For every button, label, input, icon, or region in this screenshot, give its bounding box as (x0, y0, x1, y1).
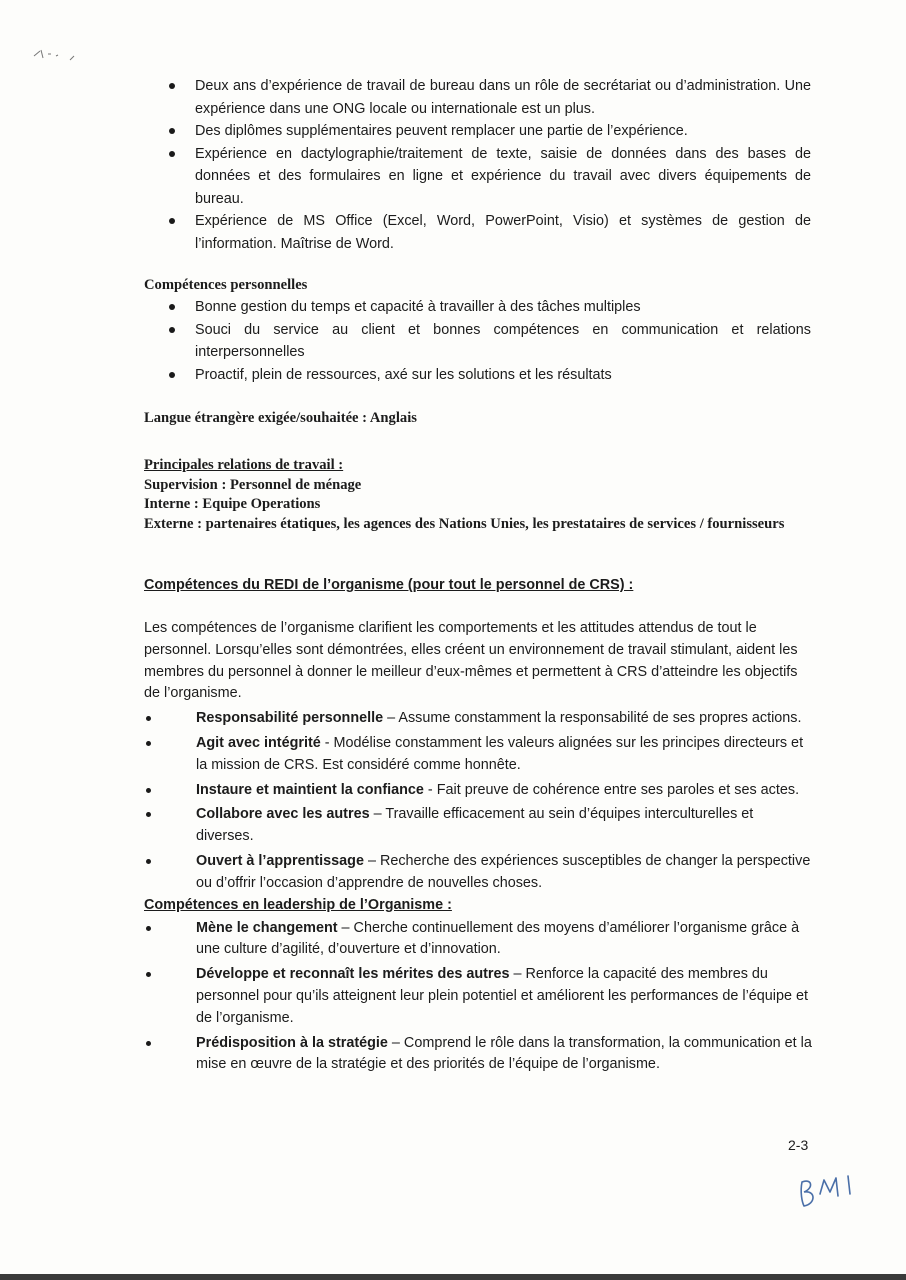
handwritten-initials-signature (796, 1172, 860, 1212)
list-item: Souci du service au client et bonnes compétences en communication et relations interpersonnelles (166, 319, 811, 364)
item-text: – Cherche continuellement des moyens d’améliorer l’organisme grâce à une culture d’agilité, d’ouverture et d’innovation. (196, 919, 800, 958)
item-title: Prédisposition à la stratégie (196, 1034, 388, 1051)
item-title: Agit avec intégrité (196, 734, 321, 751)
list-item (144, 708, 814, 730)
list-item: Expérience de MS Office (Excel, Word, PowerPoint, Visio) et systèmes de gestion de l’information. Maîtrise de Word. (166, 210, 811, 255)
list-item (144, 733, 814, 777)
scan-bottom-edge (0, 1274, 906, 1280)
list-item: Expérience en dactylographie/traitement de texte, saisie de données dans des bases de données et des formulaires en ligne et expérience du travail avec divers équipements de bureau. (166, 143, 811, 211)
list-item: Des diplômes supplémentaires peuvent remplacer une partie de l’expérience. (166, 120, 811, 143)
item-title: Mène le changement (196, 919, 338, 936)
item-text: – Travaille efficacement au sein d’équipes interculturelles et diverses. (196, 806, 754, 845)
item-title: Collabore avec les autres (196, 806, 370, 823)
list-item (144, 780, 814, 802)
personal-skills-heading: Compétences personnelles (144, 277, 308, 293)
language-requirement: Langue étrangère exigée/souhaitée : Anglais (144, 410, 417, 426)
list-item (144, 1033, 814, 1077)
scan-artifact-mark (30, 44, 90, 64)
item-title: Ouvert à l’apprentissage (196, 852, 364, 869)
item-text: - Modélise constamment les valeurs alignées sur les principes directeurs et la mission de CRS. Est considéré comme honnête. (196, 734, 804, 773)
item-text: – Comprend le rôle dans la transformation, la communication et la mise en œuvre de la stratégie et des priorités de l’équipe de l’organisme. (196, 1034, 812, 1073)
work-relations-section (144, 456, 824, 534)
relations-externe: Externe : partenaires étatiques, les agences des Nations Unies, les prestataires de services / fournisseurs (144, 515, 785, 532)
list-item (144, 964, 814, 1029)
leadership-list (144, 918, 814, 1077)
experience-list (166, 75, 811, 255)
list-item (144, 918, 814, 962)
item-text: – Assume constamment la responsabilité de ses propres actions. (383, 710, 802, 727)
item-text: – Renforce la capacité des membres du personnel pour qu’ils atteignent leur plein potentiel et améliorent les performances de l’équipe et de l’organisme. (196, 966, 808, 1026)
list-item: Proactif, plein de ressources, axé sur les solutions et les résultats (166, 364, 811, 387)
page-number: 2-3 (788, 1137, 809, 1153)
item-title: Développe et reconnaît les mérites des autres (196, 966, 510, 983)
redi-heading: Compétences du REDI de l’organisme (pour tout le personnel de CRS) : (144, 577, 634, 593)
leadership-heading: Compétences en leadership de l’Organisme : (144, 896, 452, 913)
item-title: Responsabilité personnelle (196, 710, 384, 727)
item-text: - Fait preuve de cohérence entre ses paroles et ses actes. (423, 781, 800, 798)
redi-intro: Les compétences de l’organisme clarifient les comportements et les attitudes attendus de tout le personnel. Lorsqu’elles sont démontrées, elles créent un environnement de travail stimulant, aident les membres du personnel à donner le meilleur d’eux-mêmes et permettent à CRS d’atteindre les objectifs de l’organisme. (144, 620, 798, 702)
item-text: – Recherche des expériences susceptibles de changer la perspective ou d’offrir l’occasion d’apprendre de nouvelles choses. (196, 852, 811, 891)
item-title: Instaure et maintient la confiance (196, 781, 424, 798)
redi-list (144, 708, 814, 894)
personal-skills-list (166, 296, 811, 386)
list-item: Deux ans d’expérience de travail de bureau dans un rôle de secrétariat ou d’administration. Une expérience dans une ONG locale ou internationale est un plus. (166, 75, 811, 120)
relations-supervision: Supervision : Personnel de ménage (144, 476, 362, 493)
list-item: Bonne gestion du temps et capacité à travailler à des tâches multiples (166, 296, 811, 319)
list-item (144, 804, 814, 848)
competencies-section (144, 575, 814, 1076)
relations-heading: Principales relations de travail : (144, 457, 344, 473)
list-item (144, 851, 814, 895)
relations-interne: Interne : Equipe Operations (144, 496, 321, 512)
